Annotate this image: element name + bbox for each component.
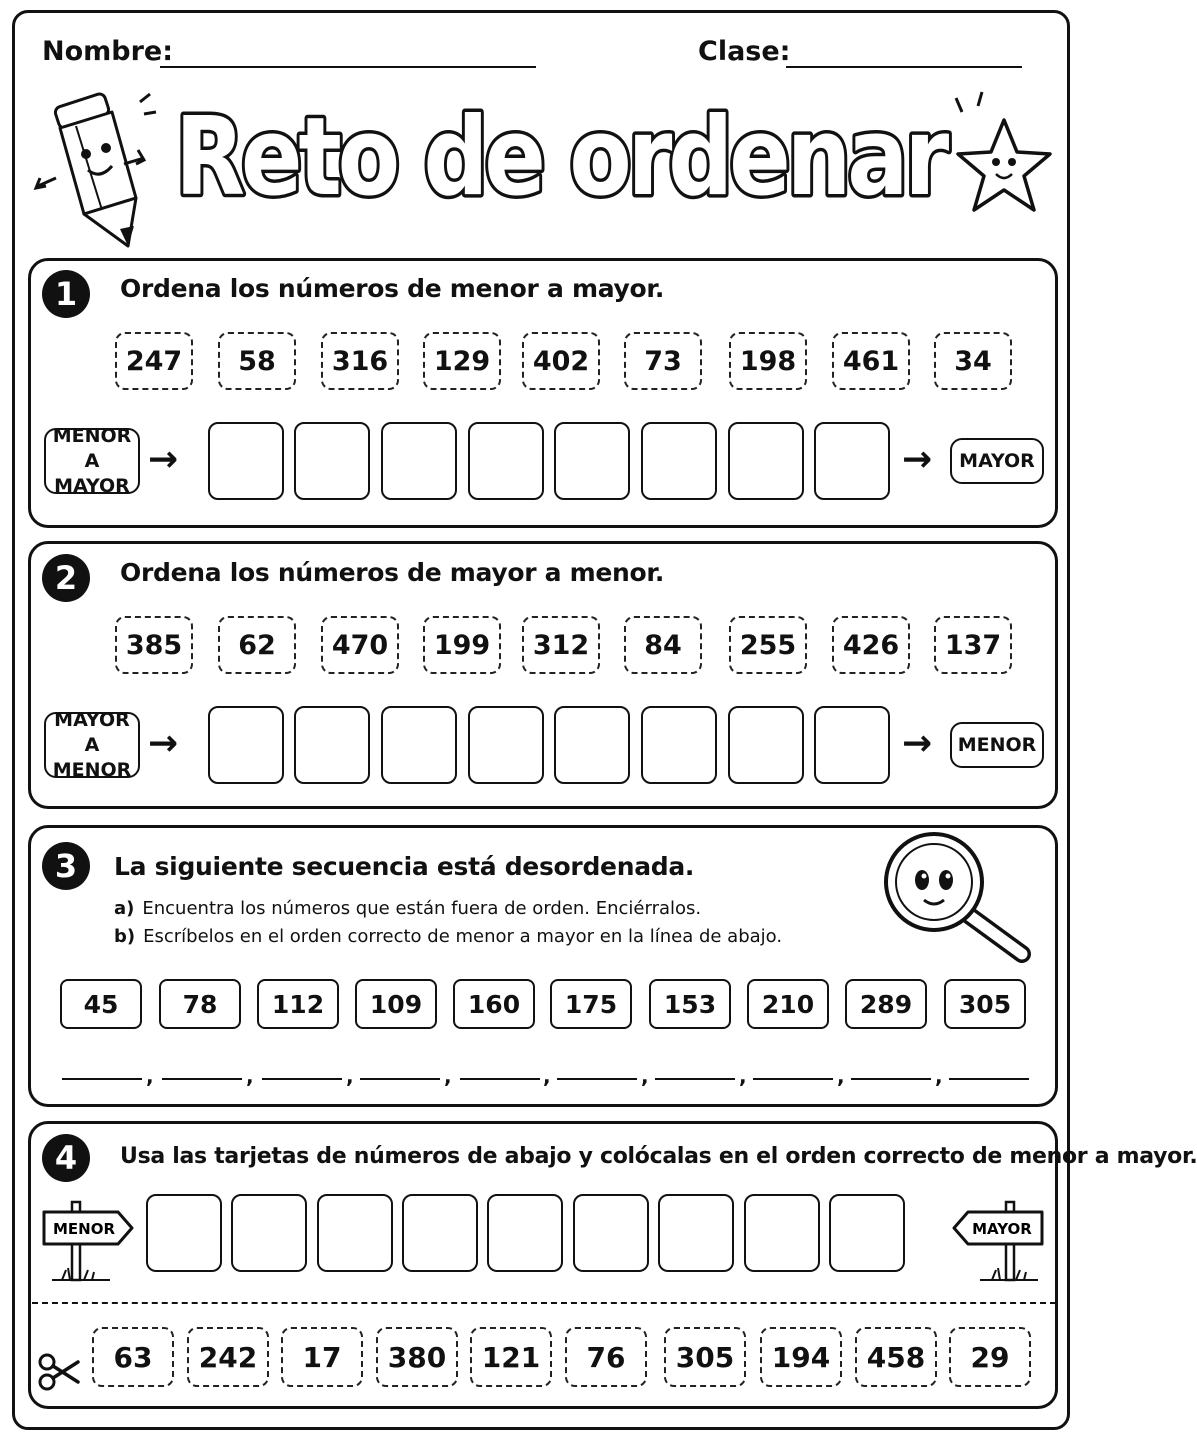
cutout-number-card[interactable]: 29 (949, 1327, 1031, 1387)
name-label: Nombre: (42, 36, 174, 67)
answer-blank[interactable] (360, 1078, 440, 1080)
sequence-card: 78 (159, 979, 241, 1029)
sequence-card: 289 (845, 979, 927, 1029)
answer-box[interactable] (728, 422, 804, 500)
answer-box[interactable] (728, 706, 804, 784)
arrow-right-icon: → (148, 723, 179, 764)
answer-box[interactable] (402, 1194, 478, 1272)
marker-a: a) (114, 898, 135, 919)
number-card: 316 (321, 332, 399, 390)
mayor-a-menor-label (44, 708, 140, 781)
arrow-right-icon: → (148, 439, 179, 480)
number-card: 402 (522, 332, 600, 390)
comma: , (739, 1064, 747, 1088)
pencil-mascot-icon (28, 86, 158, 251)
number-card: 461 (832, 332, 910, 390)
answer-box[interactable] (487, 1194, 563, 1272)
number-card: 199 (423, 616, 501, 674)
answer-blank[interactable] (460, 1078, 540, 1080)
answer-box[interactable] (814, 706, 890, 784)
number-card: 198 (729, 332, 807, 390)
section-3-number: 3 (42, 842, 90, 890)
answer-box[interactable] (317, 1194, 393, 1272)
answer-blank[interactable] (162, 1078, 242, 1080)
sequence-card: 305 (944, 979, 1026, 1029)
cutout-number-card[interactable]: 458 (855, 1327, 937, 1387)
sub-a-text: Encuentra los números que están fuera de orden. Enciérralos. (142, 898, 702, 919)
right-sign-text: MAYOR (972, 1220, 1032, 1238)
number-card: 312 (522, 616, 600, 674)
answer-box[interactable] (231, 1194, 307, 1272)
arrow-right-icon: → (902, 439, 933, 480)
answer-box[interactable] (554, 422, 630, 500)
answer-blank[interactable] (753, 1078, 833, 1080)
sequence-card: 112 (257, 979, 339, 1029)
section-1-number: 1 (42, 270, 90, 318)
answer-box[interactable] (146, 1194, 222, 1272)
sub-instruction-a (114, 898, 701, 919)
answer-box[interactable] (294, 706, 370, 784)
cutout-number-card[interactable]: 242 (187, 1327, 269, 1387)
sequence-card: 109 (355, 979, 437, 1029)
answer-box[interactable] (381, 706, 457, 784)
title-text: Reto de ordenar (175, 95, 949, 220)
answer-box[interactable] (744, 1194, 820, 1272)
number-card: 470 (321, 616, 399, 674)
cutout-number-card[interactable]: 305 (664, 1327, 746, 1387)
number-card: 247 (115, 332, 193, 390)
sequence-card: 175 (550, 979, 632, 1029)
magnifying-glass-icon (880, 828, 1036, 968)
comma: , (246, 1064, 254, 1088)
number-card: 255 (729, 616, 807, 674)
answer-blank[interactable] (557, 1078, 637, 1080)
number-card: 62 (218, 616, 296, 674)
page-title (170, 82, 950, 222)
sequence-card: 160 (453, 979, 535, 1029)
section-1-instruction: Ordena los números de menor a mayor. (120, 274, 665, 303)
number-card: 34 (934, 332, 1012, 390)
class-field[interactable] (786, 66, 1022, 68)
answer-box[interactable] (294, 422, 370, 500)
answer-box[interactable] (554, 706, 630, 784)
number-card: 129 (423, 332, 501, 390)
comma: , (641, 1064, 649, 1088)
number-card: 426 (832, 616, 910, 674)
answer-blank[interactable] (851, 1078, 931, 1080)
number-card: 58 (218, 332, 296, 390)
menor-label: MENOR (950, 722, 1044, 768)
label-line: A MENOR (52, 733, 132, 781)
answer-blank[interactable] (949, 1078, 1029, 1080)
sub-b-text: Escríbelos en el orden correcto de menor a mayor en la línea de abajo. (143, 926, 783, 947)
cutout-number-card[interactable]: 121 (470, 1327, 552, 1387)
number-card: 137 (934, 616, 1012, 674)
answer-box[interactable] (641, 706, 717, 784)
label-line: A MAYOR (54, 449, 130, 497)
number-card: 73 (624, 332, 702, 390)
answer-box[interactable] (573, 1194, 649, 1272)
cutout-number-card[interactable]: 194 (760, 1327, 842, 1387)
cutout-number-card[interactable]: 63 (92, 1327, 174, 1387)
answer-box[interactable] (814, 422, 890, 500)
section-4-instruction: Usa las tarjetas de números de abajo y colócalas en el orden correcto de menor a mayor. (120, 1144, 1197, 1169)
label-line: MENOR (52, 424, 132, 447)
sequence-card: 153 (649, 979, 731, 1029)
menor-a-mayor-label (44, 424, 140, 497)
answer-box[interactable] (468, 422, 544, 500)
star-mascot-icon (944, 90, 1060, 220)
cutout-number-card[interactable]: 380 (376, 1327, 458, 1387)
left-sign-text: MENOR (52, 1220, 116, 1238)
comma: , (543, 1064, 551, 1088)
answer-box[interactable] (208, 706, 284, 784)
label-line: MAYOR (54, 708, 130, 731)
menor-signpost-icon (40, 1200, 136, 1284)
answer-blank[interactable] (62, 1078, 142, 1080)
answer-blank[interactable] (655, 1078, 735, 1080)
name-field[interactable] (160, 66, 536, 68)
comma: , (444, 1064, 452, 1088)
section-4-number: 4 (42, 1134, 90, 1182)
comma: , (146, 1064, 154, 1088)
cutout-number-card[interactable]: 17 (281, 1327, 363, 1387)
answer-box[interactable] (381, 422, 457, 500)
answer-box[interactable] (208, 422, 284, 500)
marker-b: b) (114, 926, 136, 947)
section-3-instruction: La siguiente secuencia está desordenada. (114, 852, 695, 881)
section-2-instruction: Ordena los números de mayor a menor. (120, 558, 665, 587)
answer-box[interactable] (658, 1194, 734, 1272)
cut-line (32, 1302, 1056, 1304)
scissors-icon (38, 1352, 82, 1392)
sequence-card: 45 (60, 979, 142, 1029)
comma: , (837, 1064, 845, 1088)
comma: , (935, 1064, 943, 1088)
answer-box[interactable] (641, 422, 717, 500)
comma: , (346, 1064, 354, 1088)
number-card: 385 (115, 616, 193, 674)
mayor-label: MAYOR (950, 438, 1044, 484)
section-2-number: 2 (42, 554, 90, 602)
answer-box[interactable] (468, 706, 544, 784)
mayor-signpost-icon (950, 1200, 1046, 1284)
number-card: 84 (624, 616, 702, 674)
answer-blank[interactable] (262, 1078, 342, 1080)
cutout-number-card[interactable]: 76 (565, 1327, 647, 1387)
class-label: Clase: (698, 36, 791, 67)
sub-instruction-b (114, 926, 782, 947)
sequence-card: 210 (747, 979, 829, 1029)
answer-box[interactable] (829, 1194, 905, 1272)
arrow-right-icon: → (902, 723, 933, 764)
